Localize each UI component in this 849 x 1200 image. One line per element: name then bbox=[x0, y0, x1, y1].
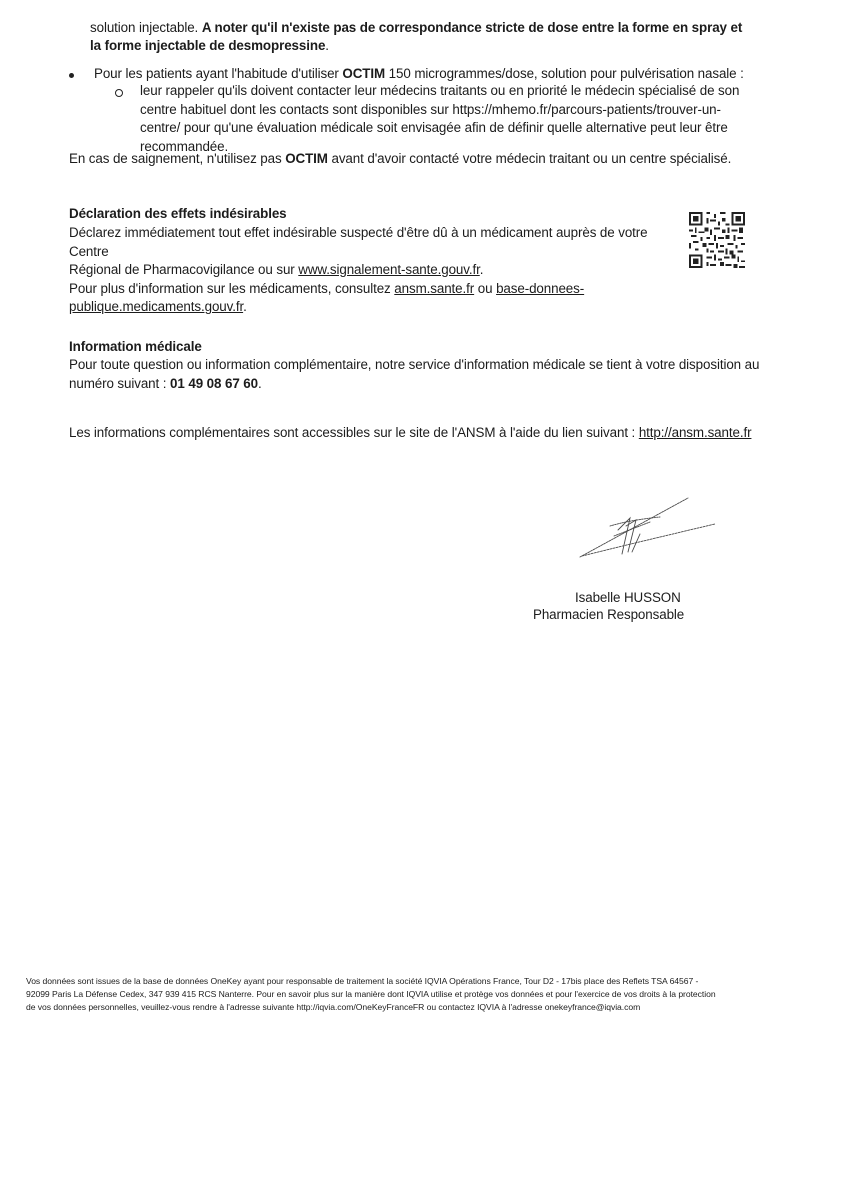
bullet-product: OCTIM bbox=[342, 66, 386, 81]
sub-bullet-item bbox=[140, 82, 740, 156]
base-donnees-link[interactable]: base-donnees- bbox=[496, 280, 585, 296]
footer-line: 92099 Paris La Défense Cedex, 347 939 415 RCS Nanterre. Pour en savoir plus sur la manière dont IQVIA utilise et protège vos données et pour l'exercice de vos droits à la protection bbox=[26, 989, 716, 999]
bleeding-text: En cas de saignement, n'utilisez pas bbox=[69, 151, 282, 166]
bullet-dot-icon bbox=[69, 73, 74, 78]
ansm-text: Les informations complémentaires sont accessibles sur le site de l'ANSM à l'aide du lien suivant : bbox=[69, 425, 636, 440]
medical-line-1: Pour toute question ou information complémentaire, notre service d'information médicale se tient à votre disposition au bbox=[69, 357, 760, 372]
ansm-link[interactable]: ansm.sante.fr bbox=[394, 280, 475, 296]
medical-line-2 bbox=[69, 375, 769, 394]
medical-line-2-end: . bbox=[258, 375, 262, 391]
medical-phone: 01 49 08 67 60 bbox=[170, 375, 258, 391]
adverse-line-4 bbox=[69, 298, 689, 317]
intro-bold-text-2: la forme injectable de desmopressine bbox=[90, 38, 326, 53]
base-donnees-link-cont[interactable]: publique.medicaments.gouv.fr bbox=[69, 299, 244, 314]
ansm-paragraph bbox=[69, 424, 751, 443]
adverse-line-2 bbox=[69, 261, 689, 280]
signatory-title: Pharmacien Responsable bbox=[533, 607, 685, 622]
footer bbox=[26, 975, 826, 1014]
medical-heading: Information médicale bbox=[69, 339, 202, 354]
bleeding-product: OCTIM bbox=[285, 151, 328, 166]
intro-bold-text: A noter qu'il n'existe pas de correspondance stricte de dose entre la forme en spray et bbox=[201, 20, 743, 35]
bullet-text: Pour les patients ayant l'habitude d'utiliser bbox=[94, 66, 339, 81]
medical-line-2-text: numéro suivant : bbox=[69, 375, 167, 391]
footer-line: Vos données sont issues de la base de données OneKey ayant pour responsable de traitement la société IQVIA Opérations France, Tour D2 - 17bis place des Reflets TSA 64567 - bbox=[26, 976, 699, 986]
signalement-link[interactable]: www.signalement-sante.gouv.fr bbox=[298, 262, 480, 277]
sub-bullet-line: recommandée. bbox=[140, 138, 229, 154]
adverse-line-4-end: . bbox=[243, 299, 247, 314]
bleeding-paragraph bbox=[69, 150, 731, 169]
bullet-item bbox=[94, 65, 744, 84]
intro-plain-text: solution injectable. bbox=[90, 20, 199, 35]
sub-bullet-line: centre/ pour qu'une évaluation médicale soit envisagée afin de définir quelle alternative peut leur être bbox=[140, 120, 728, 135]
adverse-line-2-text: Régional de Pharmacovigilance ou sur bbox=[69, 262, 295, 277]
intro-line-2 bbox=[90, 37, 329, 56]
sub-bullet-line: leur rappeler qu'ils doivent contacter leur médecins traitants ou en priorité le médecin spécialisé de son bbox=[140, 83, 740, 98]
signature-image bbox=[570, 492, 720, 564]
intro-line-1 bbox=[90, 19, 742, 38]
adverse-line-3 bbox=[69, 280, 689, 299]
sub-bullet-circle-icon bbox=[115, 89, 123, 97]
signatory-name: Isabelle HUSSON bbox=[575, 590, 681, 605]
sub-bullet-line: centre habituel dont les contacts sont disponibles sur https://mhemo.fr/parcours-patients/trouver-un- bbox=[140, 101, 721, 117]
bleeding-text-end: avant d'avoir contacté votre médecin traitant ou un centre spécialisé. bbox=[331, 151, 732, 166]
bullet-text-end: 150 microgrammes/dose, solution pour pulvérisation nasale : bbox=[388, 66, 744, 81]
adverse-heading: Déclaration des effets indésirables bbox=[69, 206, 287, 221]
adverse-paragraph bbox=[69, 224, 689, 317]
qr-code-icon[interactable] bbox=[689, 211, 745, 269]
intro-end: . bbox=[325, 38, 329, 53]
adverse-line-1: Déclarez immédiatement tout effet indésirable suspecté d'être dû à un médicament auprès de votre Centre bbox=[69, 225, 648, 259]
adverse-line-2-end: . bbox=[479, 262, 484, 277]
ansm-site-link[interactable]: http://ansm.sante.fr bbox=[638, 425, 752, 440]
footer-line: de vos données personnelles, veuillez-vous rendre à l'adresse suivante http://iqvia.com/OneKeyFranceFR ou contactez IQVIA à l'adresse onekeyfrance@iqvia.com bbox=[26, 1002, 641, 1012]
adverse-line-3-text: Pour plus d'information sur les médicaments, consultez bbox=[69, 280, 391, 296]
adverse-or: ou bbox=[477, 280, 493, 296]
medical-paragraph bbox=[69, 356, 769, 393]
